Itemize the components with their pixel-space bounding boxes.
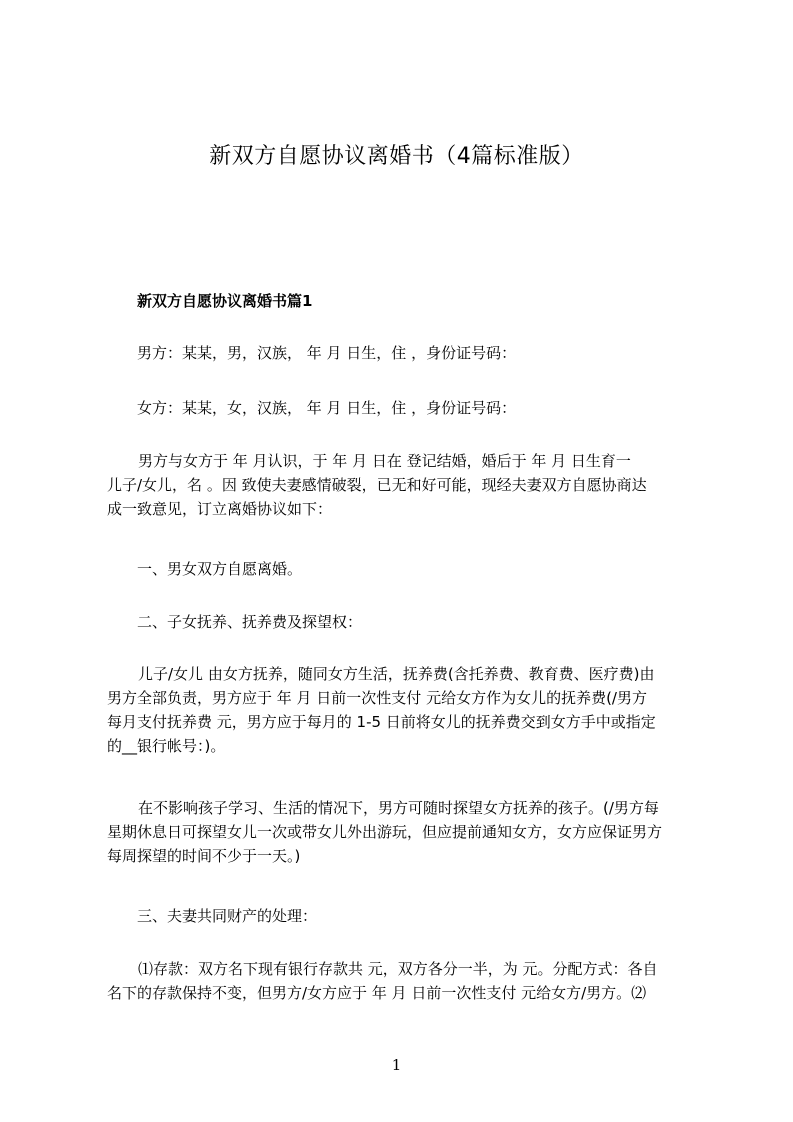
text-line: ⑴存款：双方名下现有银行存款共 元，双方各分一半，为 元。分配方式：各自 (138, 960, 658, 978)
clause-2-heading (137, 610, 362, 634)
text-line: 女方：某某，女，汉族， 年 月 日生，住 ，身份证号码： (137, 399, 517, 417)
text-line: 星期休息日可探望女儿一次或带女儿外出游玩，但应提前通知女方，女方应保证男方 (107, 823, 663, 841)
text-line: 每月支付抚养费 元，男方应于每月的 1-5 日前将女儿的抚养费交到女方手中或指定 (107, 713, 656, 731)
paragraph-child-support (107, 662, 656, 758)
section-heading: 新双方自愿协议离婚书篇1 (137, 292, 313, 310)
clause-3-heading (137, 904, 317, 928)
text-line: 每周探望的时间不少于一天。) (107, 847, 301, 865)
text-line: 男方与女方于 年 月认识，于 年 月 日在 登记结婚，婚后于 年 月 日生育一 (138, 452, 631, 470)
page-number: 1 (391, 1056, 402, 1074)
text-line: 一、男女双方自愿离婚。 (137, 560, 303, 578)
text-line: 名下的存款保持不变，但男方/女方应于 年 月 日前一次性支付 元给女方/男方。⑵ (107, 984, 647, 1002)
text-line: 在不影响孩子学习、生活的情况下，男方可随时探望女方抚养的孩子。(/男方每 (138, 799, 659, 817)
text-line: 三、夫妻共同财产的处理： (137, 907, 318, 925)
text-line: 二、子女抚养、抚养费及探望权： (137, 613, 363, 631)
text-line: 儿子/女儿，名 。因 致使夫妻感情破裂，已无和好可能，现经夫妻双方自愿协商达 (107, 476, 647, 494)
paragraph-marriage-background (107, 449, 647, 521)
document-title: 新双方自愿协议离婚书（4篇标准版） (209, 144, 584, 169)
text-line: 男方：某某，男，汉族， 年 月 日生，住 ，身份证号码： (137, 344, 517, 362)
paragraph-husband-info (137, 341, 516, 365)
paragraph-visitation (107, 796, 662, 868)
text-line: 成一致意见，订立离婚协议如下： (107, 500, 333, 518)
text-line: 的__银行帐号：)。 (107, 737, 226, 755)
text-line: 儿子/女儿 由女方抚养，随同女方生活，抚养费(含托养费、教育费、医疗费)由 (138, 665, 655, 683)
paragraph-wife-info (137, 396, 516, 420)
paragraph-savings (107, 957, 658, 1005)
clause-1-heading (137, 557, 302, 581)
text-line: 男方全部负责，男方应于 年 月 日前一次性支付 元给女方作为女儿的抚养费(/男方 (107, 689, 647, 707)
